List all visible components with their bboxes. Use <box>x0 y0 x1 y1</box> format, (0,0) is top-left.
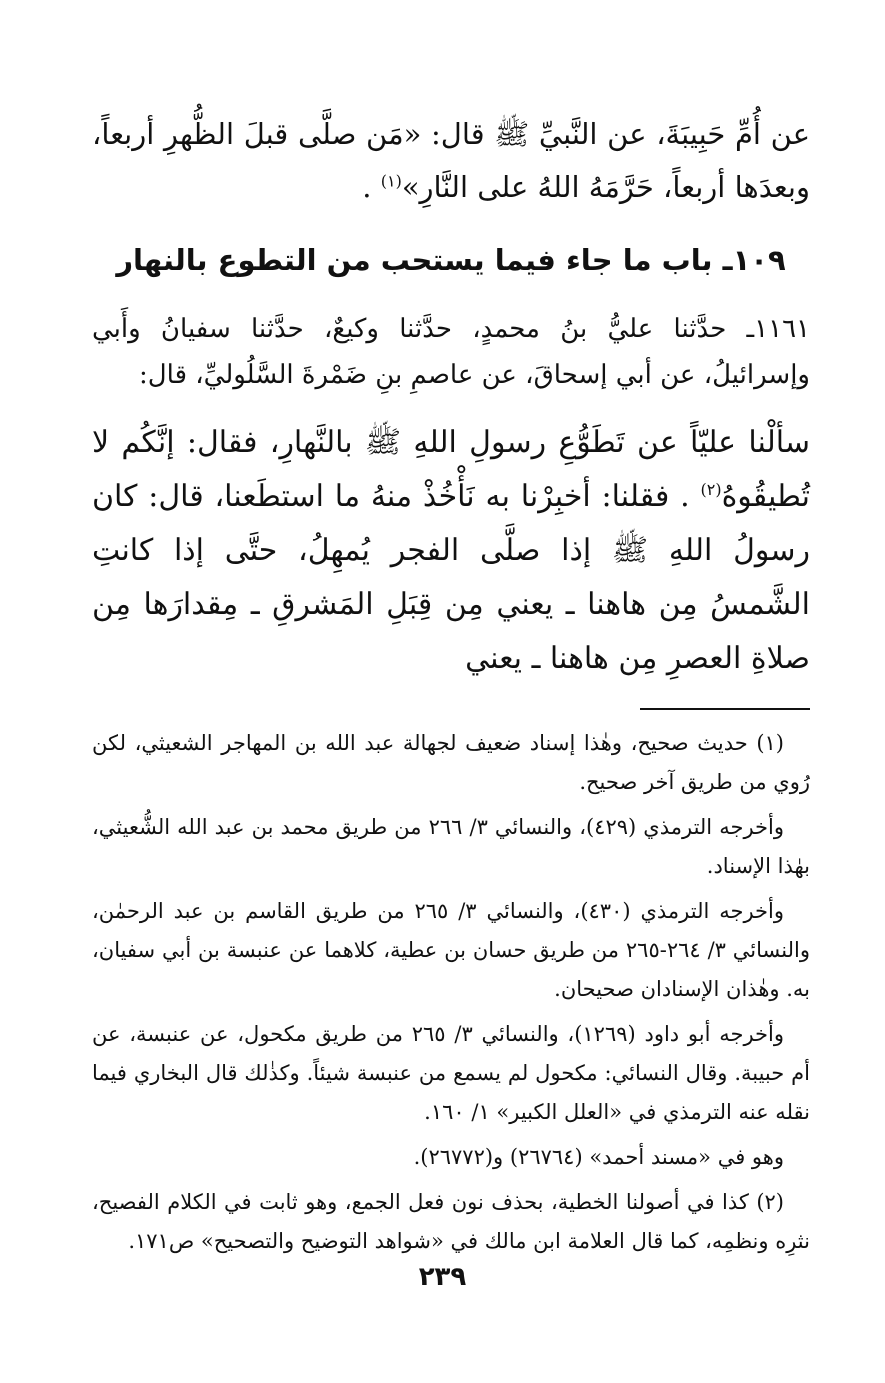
intro-text: عن أُمِّ حَبِيبَةَ، عن النَّبيِّ ﷺ قال: «مَن صلَّى قبلَ الظُّهرِ أربعاً، وبعدَها أربعاً، حَرَّمَهُ اللهُ على النَّارِ» <box>92 117 810 204</box>
footnote-paragraph: وأخرجه أبو داود (١٢٦٩)، والنسائي ٣/ ٢٦٥ من طريق مكحول، عن عنبسة، عن أم حبيبة. وقال النسائي: مكحول لم يسمع من عنبسة شيئاً. وكذٰلك قال البخاري فيما نقله عنه الترمذي في «العلل الكبير» ١/ ١٦٠. <box>92 1022 810 1124</box>
chapter-title: ١٠٩ـ باب ما جاء فيما يستحب من التطوع بالنهار <box>116 243 786 277</box>
page-body <box>92 108 810 1267</box>
footnote-paragraph: وأخرجه الترمذي (٤٣٠)، والنسائي ٣/ ٢٦٥ من طريق القاسم بن عبد الرحمٰن، والنسائي ٣/ ٢٦٤-٢٦٥ من طريق حسان بن عطية، كلاهما عن عنبسة بن أبي سفيان، به. وهٰذان الإسنادان صحيحان. <box>92 899 810 1001</box>
matn-part-2: . فقلنا: أخبِرْنا به نَأْخُذْ منهُ ما استطَعنا، قال: كان رسولُ اللهِ ﷺ إذا صلَّى الفجر يُمهِلُ، حتَّى إذا كانتِ الشَّمسُ مِن هاهنا ـ يعني مِن قِبَلِ المَشرقِ ـ مِقدارَها مِن صلاةِ العصرِ مِن هاهنا ـ يعني <box>92 479 810 676</box>
footnotes <box>92 724 810 1261</box>
footnote-paragraph: وهو في «مسند أحمد» (٢٦٧٦٤) و(٢٦٧٧٢). <box>413 1145 784 1169</box>
footnote-paragraph: (١) حديث صحيح، وهٰذا إسناد ضعيف لجهالة عبد الله بن المهاجر الشعيثي، لكن رُوي من طريق آخر صحيح. <box>92 731 810 794</box>
intro-paragraph <box>92 108 810 214</box>
page-number: ٢٣٩ <box>418 1262 467 1292</box>
hadith-matn <box>92 416 810 686</box>
matn-part-1: سألْنا عليّاً عن تَطَوُّعِ رسولِ اللهِ ﷺ بالنَّهارِ، فقال: إنَّكُم لا تُطيقُوهُ <box>92 425 810 514</box>
footnote-paragraph: وأخرجه الترمذي (٤٢٩)، والنسائي ٣/ ٢٦٦ من طريق محمد بن عبد الله الشُّعيثي، بهٰذا الإسناد. <box>92 815 810 878</box>
intro-end: . <box>362 170 381 204</box>
footnote-paragraph: (٢) كذا في أصولنا الخطية، بحذف نون فعل الجمع، وهو ثابت في الكلام الفصيح، نثرِه ونظمِه، كما قال العلامة ابن مالك في «شواهد التوضيح والتصحيح» ص١٧١. <box>92 1190 810 1253</box>
hadith-chain: ١١٦١ـ حدَّثنا عليُّ بنُ محمدٍ، حدَّثنا وكيعٌ، حدَّثنا سفيانُ وأَبي وإسرائيلُ، عن أبي إسحاقَ، عن عاصمِ بنِ ضَمْرةَ السَّلُوليِّ، قال: <box>92 314 810 390</box>
footnote-ref-1: (١) <box>380 171 402 191</box>
footnote-divider <box>640 708 810 710</box>
footnote-ref-2: (٢) <box>700 480 722 499</box>
